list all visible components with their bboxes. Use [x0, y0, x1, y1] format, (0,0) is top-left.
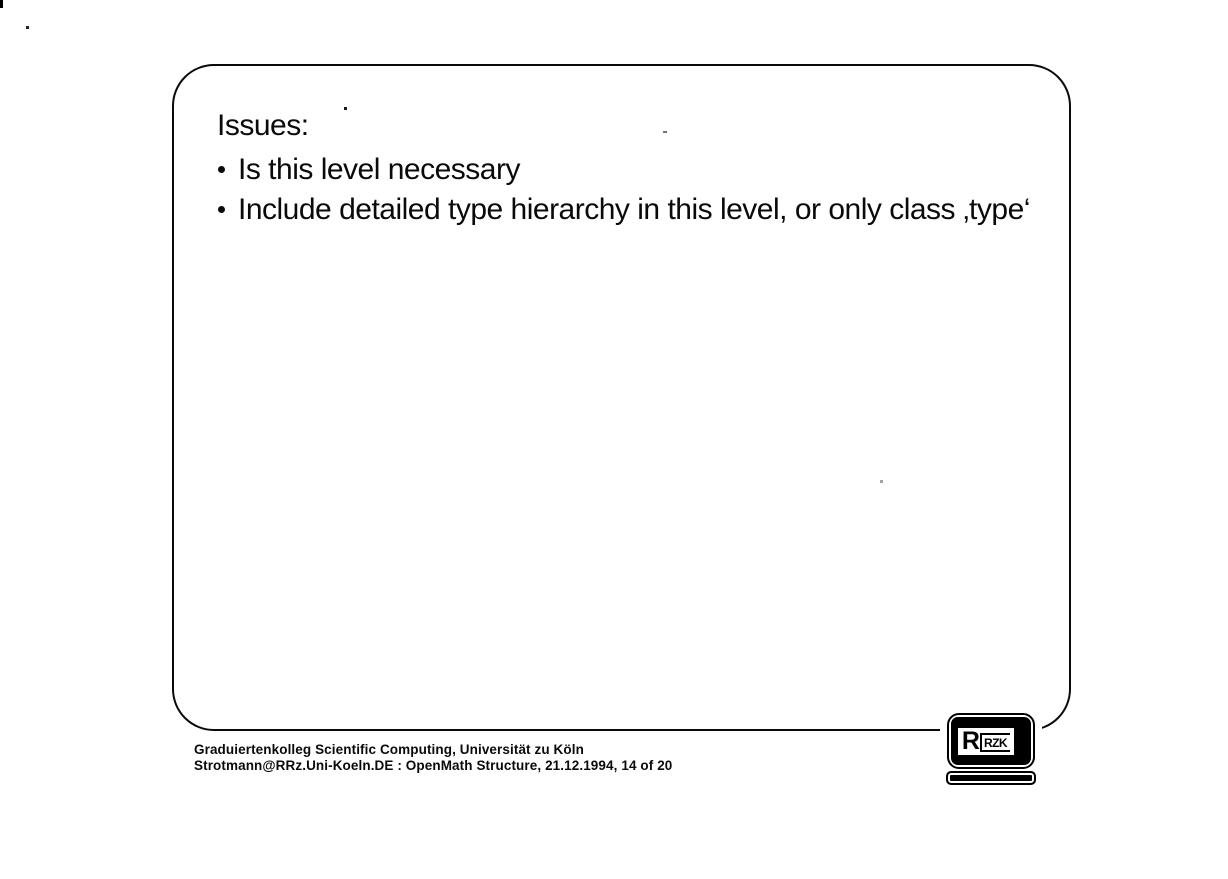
- footer-line-2: Strotmann@RRz.Uni-Koeln.DE : OpenMath Structure, 21.12.1994, 14 of 20: [194, 758, 673, 774]
- scan-speck: [663, 131, 667, 133]
- computer-base-icon: [946, 771, 1036, 785]
- rrzk-badge: [958, 728, 1014, 755]
- badge-letters-rzk: RZK: [980, 733, 1010, 752]
- badge-letter-r: R: [961, 727, 979, 755]
- computer-monitor-icon: [947, 713, 1035, 769]
- footer-line-1: Graduiertenkolleg Scientific Computing, Universität zu Köln: [194, 742, 584, 757]
- bullet-text: Is this level necessary: [238, 153, 520, 186]
- scan-speck: [0, 0, 3, 8]
- rrzk-logo: [940, 706, 1042, 788]
- monitor-screen: [951, 717, 1031, 765]
- bullet-item: [217, 150, 1030, 190]
- bullet-icon: [218, 206, 225, 213]
- bullet-icon: [218, 166, 225, 173]
- scan-speck: [880, 480, 883, 483]
- scan-speck: [344, 107, 347, 110]
- bullet-text: Include detailed type hierarchy in this level, or only class ‚type‘: [238, 193, 1030, 226]
- bullet-list: [217, 150, 1030, 230]
- slide-footer: [194, 742, 672, 774]
- scan-speck: [26, 26, 29, 29]
- bullet-item: [217, 190, 1030, 230]
- slide-title: Issues:: [217, 109, 309, 142]
